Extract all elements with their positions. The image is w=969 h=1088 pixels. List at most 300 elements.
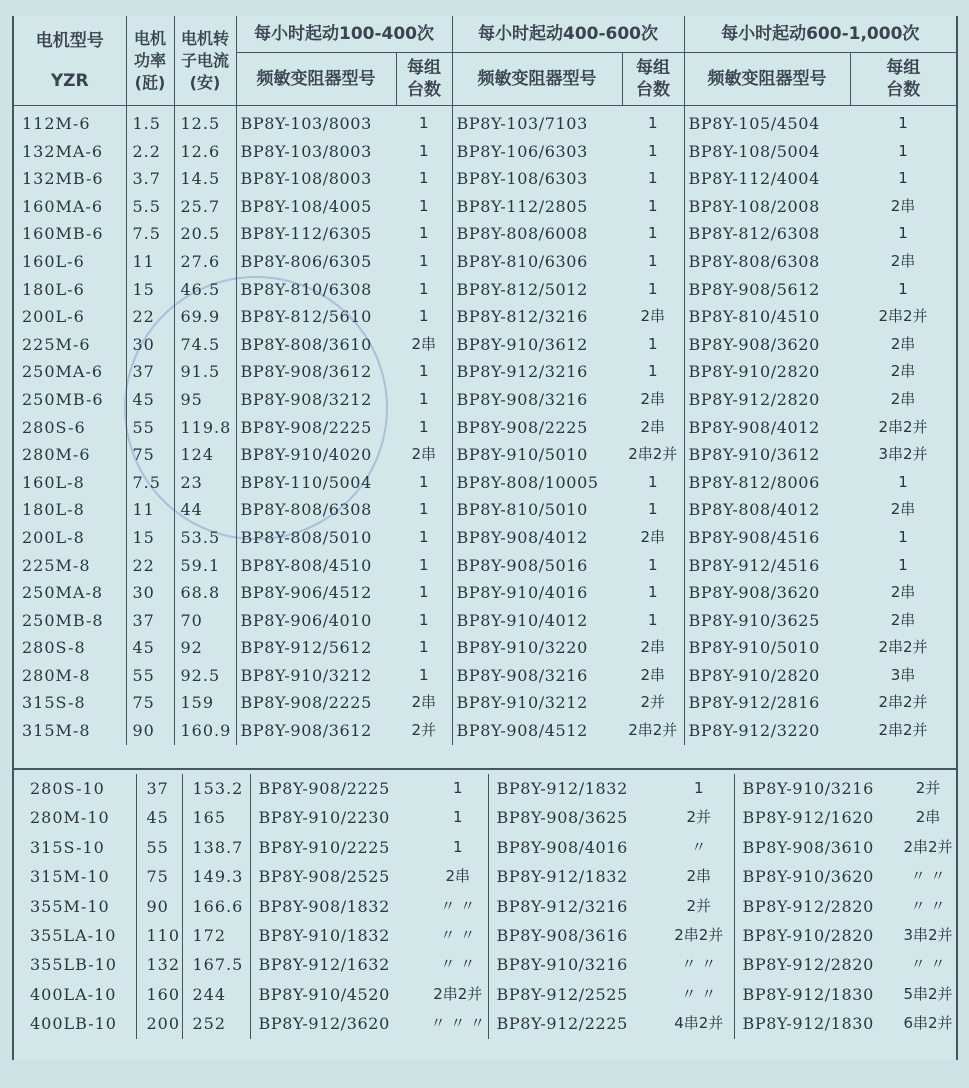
motor-power: 1.5 <box>126 106 174 138</box>
table-row <box>14 138 956 166</box>
table-row <box>14 496 956 524</box>
rotor-current: 167.5 <box>182 950 250 979</box>
unit-count-100-400: 〃 〃 〃 <box>428 1009 488 1038</box>
unit-count-400-600: 2串 <box>622 524 684 552</box>
unit-count-100-400: 〃 〃 <box>428 950 488 979</box>
motor-power: 75 <box>136 862 182 891</box>
motor-model: 280S-8 <box>14 634 126 662</box>
unit-count-600-1000: 2串 <box>890 196 916 215</box>
rotor-current: 68.8 <box>174 579 236 607</box>
resistor-type-100-400: BP8Y-808/3610 <box>240 334 372 354</box>
motor-resistor-table-top <box>14 16 956 745</box>
rotor-current: 14.5 <box>174 165 236 193</box>
resistor-type-100-400: BP8Y-910/2230 <box>258 808 390 828</box>
resistor-type-400-600: BP8Y-908/3625 <box>496 808 628 828</box>
unit-count-600-1000: 2串 <box>890 362 916 381</box>
motor-model: 112M-6 <box>14 106 126 138</box>
motor-model: 280M-6 <box>14 441 126 469</box>
unit-count-600-1000: 6串2并 <box>903 1014 953 1033</box>
motor-model: 160MA-6 <box>14 193 126 221</box>
table-body-top <box>14 106 956 745</box>
motor-model: 315M-10 <box>14 862 136 891</box>
motor-model: 315S-8 <box>14 689 126 717</box>
table-row <box>14 833 956 862</box>
motor-model: 280S-6 <box>14 414 126 442</box>
unit-count-600-1000: 5串2并 <box>903 984 953 1003</box>
motor-model: 160MB-6 <box>14 220 126 248</box>
rotor-current: 12.5 <box>174 106 236 138</box>
unit-count-400-600: 〃 〃 <box>664 980 734 1009</box>
unit-count-100-400: 1 <box>396 248 452 276</box>
header-count-1: 每组 台数 <box>396 53 452 106</box>
unit-count-600-1000: 1 <box>898 114 908 132</box>
resistor-type-400-600: BP8Y-910/3216 <box>496 955 628 975</box>
motor-model: 400LB-10 <box>14 1009 136 1038</box>
unit-count-400-600: 2串 <box>622 414 684 442</box>
motor-power: 11 <box>126 496 174 524</box>
rotor-current: 244 <box>182 980 250 1009</box>
resistor-type-100-400: BP8Y-108/4005 <box>240 196 372 216</box>
resistor-type-600-1000: BP8Y-908/4012 <box>688 417 820 437</box>
resistor-type-400-600: BP8Y-908/4512 <box>456 721 588 741</box>
resistor-type-100-400: BP8Y-912/1632 <box>258 955 390 975</box>
header-type-3: 频敏变阻器型号 <box>684 53 850 106</box>
rotor-current: 95 <box>174 386 236 414</box>
resistor-type-600-1000: BP8Y-912/1830 <box>742 984 874 1004</box>
unit-count-400-600: 2并 <box>664 803 734 832</box>
unit-count-100-400: 2串 <box>428 862 488 891</box>
unit-count-400-600: 2串2并 <box>622 441 684 469</box>
resistor-type-100-400: BP8Y-910/1832 <box>258 926 390 946</box>
rotor-current: 124 <box>174 441 236 469</box>
motor-model: 355LA-10 <box>14 921 136 950</box>
unit-count-100-400: 1 <box>428 774 488 803</box>
table-row <box>14 662 956 690</box>
unit-count-100-400: 2串 <box>396 689 452 717</box>
unit-count-600-1000: 3串 <box>890 665 916 684</box>
header-power: 电机 功率 (瓩) <box>126 16 174 106</box>
unit-count-600-1000: 1 <box>898 472 908 491</box>
unit-count-100-400: 1 <box>396 138 452 166</box>
motor-power: 37 <box>136 774 182 803</box>
resistor-type-400-600: BP8Y-103/7103 <box>456 114 588 133</box>
motor-model: 132MA-6 <box>14 138 126 166</box>
unit-count-100-400: 1 <box>428 803 488 832</box>
motor-power: 37 <box>126 607 174 635</box>
resistor-type-600-1000: BP8Y-810/4510 <box>688 307 820 327</box>
resistor-type-600-1000: BP8Y-908/4516 <box>688 527 820 547</box>
resistor-type-100-400: BP8Y-908/2225 <box>240 693 372 713</box>
resistor-type-100-400: BP8Y-806/6305 <box>240 251 372 271</box>
resistor-type-600-1000: BP8Y-910/2820 <box>742 926 874 946</box>
motor-power: 22 <box>126 552 174 580</box>
motor-power: 11 <box>126 248 174 276</box>
unit-count-400-600: 1 <box>622 358 684 386</box>
motor-power: 55 <box>136 833 182 862</box>
motor-power: 30 <box>126 331 174 359</box>
unit-count-600-1000: 2串 <box>890 500 916 519</box>
motor-resistor-table-bottom <box>14 774 957 1039</box>
resistor-type-600-1000: BP8Y-910/3620 <box>742 867 874 887</box>
resistor-type-100-400: BP8Y-912/3620 <box>258 1014 390 1034</box>
unit-count-400-600: 2串 <box>622 303 684 331</box>
header-group-400-600: 每小时起动400-600次 <box>452 16 684 53</box>
resistor-type-400-600: BP8Y-106/6303 <box>456 141 588 161</box>
resistor-type-400-600: BP8Y-908/3216 <box>456 389 588 409</box>
table-row <box>14 921 956 950</box>
resistor-type-400-600: BP8Y-810/6306 <box>456 251 588 271</box>
unit-count-400-600: 1 <box>622 496 684 524</box>
resistor-type-400-600: BP8Y-810/5010 <box>456 500 588 520</box>
unit-count-100-400: 2并 <box>396 717 452 745</box>
motor-power: 90 <box>126 717 174 745</box>
unit-count-600-1000: 2串 <box>890 583 916 602</box>
unit-count-400-600: 2并 <box>622 689 684 717</box>
unit-count-400-600: 1 <box>622 331 684 359</box>
motor-model: 132MB-6 <box>14 165 126 193</box>
rotor-current: 153.2 <box>182 774 250 803</box>
resistor-type-600-1000: BP8Y-910/3625 <box>688 610 820 630</box>
table-row <box>14 862 956 891</box>
unit-count-600-1000: 1 <box>898 527 908 546</box>
table-row <box>14 774 956 803</box>
motor-power: 55 <box>126 414 174 442</box>
table-row <box>14 892 956 921</box>
unit-count-400-600: 〃 〃 <box>664 950 734 979</box>
unit-count-100-400: 1 <box>396 165 452 193</box>
unit-count-400-600: 2串 <box>622 662 684 690</box>
unit-count-600-1000: 2串2并 <box>878 638 928 657</box>
unit-count-600-1000: 2串 <box>890 389 916 408</box>
table-row <box>14 803 956 832</box>
unit-count-400-600: 2串 <box>664 862 734 891</box>
resistor-type-400-600: BP8Y-108/6303 <box>456 169 588 189</box>
motor-power: 7.5 <box>126 220 174 248</box>
table-row <box>14 303 956 331</box>
header-count-3: 每组 台数 <box>850 53 956 106</box>
motor-power: 55 <box>126 662 174 690</box>
motor-power: 30 <box>126 579 174 607</box>
motor-model: 180L-8 <box>14 496 126 524</box>
unit-count-400-600: 1 <box>622 220 684 248</box>
resistor-type-100-400: BP8Y-808/5010 <box>240 527 372 547</box>
motor-model: 160L-8 <box>14 469 126 497</box>
resistor-type-400-600: BP8Y-908/4016 <box>496 837 628 857</box>
resistor-type-400-600: BP8Y-908/4012 <box>456 527 588 547</box>
motor-model: 250MA-8 <box>14 579 126 607</box>
rotor-current: 166.6 <box>182 892 250 921</box>
motor-model: 280M-8 <box>14 662 126 690</box>
unit-count-100-400: 1 <box>396 106 452 138</box>
rotor-current: 165 <box>182 803 250 832</box>
resistor-type-600-1000: BP8Y-912/4516 <box>688 555 820 575</box>
table-row <box>14 717 956 745</box>
resistor-type-100-400: BP8Y-808/4510 <box>240 555 372 575</box>
rotor-current: 92.5 <box>174 662 236 690</box>
resistor-type-400-600: BP8Y-808/6008 <box>456 224 588 244</box>
unit-count-400-600: 1 <box>622 165 684 193</box>
motor-power: 7.5 <box>126 469 174 497</box>
resistor-type-600-1000: BP8Y-105/4504 <box>688 114 820 133</box>
motor-model: 225M-6 <box>14 331 126 359</box>
rotor-current: 59.1 <box>174 552 236 580</box>
resistor-type-100-400: BP8Y-910/2225 <box>258 837 390 857</box>
unit-count-600-1000: 〃 〃 <box>910 955 946 974</box>
unit-count-400-600: 1 <box>622 248 684 276</box>
unit-count-100-400: 1 <box>396 414 452 442</box>
resistor-type-600-1000: BP8Y-908/3610 <box>742 837 874 857</box>
table-body-bottom <box>14 774 956 1039</box>
motor-power: 110 <box>136 921 182 950</box>
table-row <box>14 193 956 221</box>
unit-count-400-600: 1 <box>622 106 684 138</box>
resistor-type-600-1000: BP8Y-912/1620 <box>742 808 874 828</box>
motor-power: 3.7 <box>126 165 174 193</box>
table-row <box>14 950 956 979</box>
resistor-type-600-1000: BP8Y-910/5010 <box>688 638 820 658</box>
resistor-type-400-600: BP8Y-910/5010 <box>456 445 588 465</box>
resistor-type-600-1000: BP8Y-912/3220 <box>688 721 820 741</box>
resistor-type-400-600: BP8Y-908/5016 <box>456 555 588 575</box>
motor-model: 280M-10 <box>14 803 136 832</box>
motor-power: 5.5 <box>126 193 174 221</box>
rotor-current: 172 <box>182 921 250 950</box>
rotor-current: 149.3 <box>182 862 250 891</box>
resistor-type-100-400: BP8Y-908/3212 <box>240 389 372 409</box>
unit-count-600-1000: 2串2并 <box>878 721 928 740</box>
rotor-current: 46.5 <box>174 276 236 304</box>
table-row <box>14 524 956 552</box>
table-row <box>14 106 956 138</box>
unit-count-600-1000: 2串 <box>890 334 916 353</box>
rotor-current: 44 <box>174 496 236 524</box>
unit-count-600-1000: 2串 <box>890 610 916 629</box>
unit-count-600-1000: 2串2并 <box>878 693 928 712</box>
unit-count-400-600: 2串 <box>622 634 684 662</box>
rotor-current: 53.5 <box>174 524 236 552</box>
table-row <box>14 634 956 662</box>
resistor-type-100-400: BP8Y-910/4520 <box>258 984 390 1004</box>
unit-count-600-1000: 2并 <box>915 779 941 797</box>
unit-count-100-400: 〃 〃 <box>428 892 488 921</box>
rotor-current: 92 <box>174 634 236 662</box>
unit-count-100-400: 1 <box>396 607 452 635</box>
resistor-type-100-400: BP8Y-810/6308 <box>240 279 372 299</box>
motor-power: 37 <box>126 358 174 386</box>
rotor-current: 119.8 <box>174 414 236 442</box>
rotor-current: 74.5 <box>174 331 236 359</box>
motor-power: 45 <box>126 386 174 414</box>
table-row <box>14 331 956 359</box>
resistor-type-100-400: BP8Y-812/5610 <box>240 307 372 327</box>
resistor-type-600-1000: BP8Y-812/8006 <box>688 472 820 492</box>
motor-power: 75 <box>126 441 174 469</box>
motor-model: 250MB-8 <box>14 607 126 635</box>
resistor-type-100-400: BP8Y-908/2525 <box>258 867 390 887</box>
rotor-current: 159 <box>174 689 236 717</box>
rotor-current: 91.5 <box>174 358 236 386</box>
unit-count-600-1000: 1 <box>898 169 908 188</box>
resistor-type-600-1000: BP8Y-812/6308 <box>688 224 820 244</box>
resistor-type-100-400: BP8Y-908/3612 <box>240 362 372 382</box>
resistor-type-100-400: BP8Y-908/1832 <box>258 896 390 916</box>
unit-count-600-1000: 2串 <box>890 251 916 270</box>
header-type-1: 频敏变阻器型号 <box>236 53 396 106</box>
resistor-type-400-600: BP8Y-908/3616 <box>496 926 628 946</box>
motor-power: 200 <box>136 1009 182 1038</box>
resistor-type-400-600: BP8Y-912/2225 <box>496 1014 628 1034</box>
resistor-type-100-400: BP8Y-908/2225 <box>258 779 390 798</box>
resistor-type-400-600: BP8Y-908/3216 <box>456 665 588 685</box>
unit-count-100-400: 1 <box>396 496 452 524</box>
unit-count-400-600: 1 <box>622 138 684 166</box>
resistor-type-600-1000: BP8Y-808/4012 <box>688 500 820 520</box>
unit-count-100-400: 1 <box>396 552 452 580</box>
resistor-type-600-1000: BP8Y-908/5612 <box>688 279 820 299</box>
resistor-type-600-1000: BP8Y-912/1830 <box>742 1014 874 1034</box>
rotor-current: 12.6 <box>174 138 236 166</box>
table-row <box>14 414 956 442</box>
motor-power: 22 <box>126 303 174 331</box>
resistor-type-100-400: BP8Y-908/2225 <box>240 417 372 437</box>
motor-power: 160 <box>136 980 182 1009</box>
unit-count-400-600: 1 <box>622 607 684 635</box>
unit-count-400-600: 1 <box>622 469 684 497</box>
resistor-type-400-600: BP8Y-808/10005 <box>456 472 599 492</box>
motor-model: 160L-6 <box>14 248 126 276</box>
resistor-type-100-400: BP8Y-912/5612 <box>240 638 372 658</box>
resistor-type-400-600: BP8Y-912/2525 <box>496 984 628 1004</box>
motor-power: 15 <box>126 524 174 552</box>
resistor-type-400-600: BP8Y-910/3612 <box>456 334 588 354</box>
unit-count-600-1000: 2串2并 <box>878 417 928 436</box>
header-group-100-400: 每小时起动100-400次 <box>236 16 452 53</box>
table-row <box>14 276 956 304</box>
unit-count-600-1000: 2串 <box>915 808 941 827</box>
header-type-2: 频敏变阻器型号 <box>452 53 622 106</box>
header-model: 电机型号 YZR <box>14 16 126 106</box>
resistor-type-400-600: BP8Y-912/1832 <box>496 867 628 887</box>
motor-model: 200L-6 <box>14 303 126 331</box>
rotor-current: 252 <box>182 1009 250 1038</box>
unit-count-100-400: 1 <box>396 662 452 690</box>
table-row <box>14 552 956 580</box>
unit-count-400-600: 2并 <box>664 892 734 921</box>
motor-model: 315S-10 <box>14 833 136 862</box>
rotor-current: 160.9 <box>174 717 236 745</box>
rotor-current: 20.5 <box>174 220 236 248</box>
resistor-type-100-400: BP8Y-808/6308 <box>240 500 372 520</box>
motor-model: 250MA-6 <box>14 358 126 386</box>
header-group-600-1000: 每小时起动600-1,000次 <box>684 16 956 53</box>
motor-power: 45 <box>126 634 174 662</box>
motor-model: 315M-8 <box>14 717 126 745</box>
unit-count-600-1000: 〃 〃 <box>910 867 946 886</box>
resistor-type-100-400: BP8Y-108/8003 <box>240 169 372 189</box>
resistor-type-600-1000: BP8Y-108/5004 <box>688 141 820 161</box>
resistor-type-400-600: BP8Y-908/2225 <box>456 417 588 437</box>
resistor-type-600-1000: BP8Y-912/2820 <box>742 955 874 975</box>
unit-count-600-1000: 2串2并 <box>878 307 928 326</box>
rotor-current: 27.6 <box>174 248 236 276</box>
resistor-type-100-400: BP8Y-112/6305 <box>240 224 372 244</box>
unit-count-400-600: 1 <box>622 579 684 607</box>
unit-count-400-600: 2串 <box>622 386 684 414</box>
table-header <box>14 16 956 106</box>
table-row <box>14 980 956 1009</box>
table-row <box>14 689 956 717</box>
resistor-type-100-400: BP8Y-906/4010 <box>240 610 372 630</box>
table-row <box>14 248 956 276</box>
section-divider <box>14 768 956 770</box>
motor-power: 2.2 <box>126 138 174 166</box>
motor-power: 75 <box>126 689 174 717</box>
unit-count-400-600: 1 <box>622 276 684 304</box>
resistor-type-100-400: BP8Y-110/5004 <box>240 472 372 492</box>
motor-model: 280S-10 <box>14 774 136 803</box>
table-row <box>14 165 956 193</box>
unit-count-600-1000: 1 <box>898 224 908 243</box>
motor-power: 15 <box>126 276 174 304</box>
resistor-type-600-1000: BP8Y-908/3620 <box>688 583 820 603</box>
resistor-type-600-1000: BP8Y-908/3620 <box>688 334 820 354</box>
resistor-type-400-600: BP8Y-910/3212 <box>456 693 588 713</box>
resistor-type-100-400: BP8Y-103/8003 <box>240 141 372 161</box>
rotor-current: 25.7 <box>174 193 236 221</box>
motor-model: 355LB-10 <box>14 950 136 979</box>
resistor-type-600-1000: BP8Y-112/4004 <box>688 169 820 189</box>
rotor-current: 69.9 <box>174 303 236 331</box>
unit-count-100-400: 1 <box>396 276 452 304</box>
resistor-type-100-400: BP8Y-910/3212 <box>240 665 372 685</box>
unit-count-400-600: 2串2并 <box>622 717 684 745</box>
unit-count-100-400: 1 <box>428 833 488 862</box>
resistor-type-600-1000: BP8Y-910/2820 <box>688 362 820 382</box>
unit-count-100-400: 2串2并 <box>428 980 488 1009</box>
resistor-type-600-1000: BP8Y-910/2820 <box>688 665 820 685</box>
unit-count-100-400: 1 <box>396 579 452 607</box>
unit-count-400-600: 2串2并 <box>664 921 734 950</box>
resistor-type-100-400: BP8Y-906/4512 <box>240 583 372 603</box>
unit-count-100-400: 1 <box>396 469 452 497</box>
table-row <box>14 220 956 248</box>
resistor-type-600-1000: BP8Y-910/3216 <box>742 779 874 798</box>
resistor-type-400-600: BP8Y-910/3220 <box>456 638 588 658</box>
unit-count-600-1000: 1 <box>898 279 908 298</box>
unit-count-400-600: 1 <box>622 552 684 580</box>
unit-count-600-1000: 3串2并 <box>878 445 928 464</box>
table-row <box>14 1009 956 1038</box>
unit-count-100-400: 〃 〃 <box>428 921 488 950</box>
unit-count-600-1000: 1 <box>898 141 908 160</box>
unit-count-400-600: 4串2并 <box>664 1009 734 1038</box>
table-row <box>14 386 956 414</box>
unit-count-600-1000: 2串2并 <box>903 837 953 856</box>
rotor-current: 23 <box>174 469 236 497</box>
unit-count-100-400: 2串 <box>396 441 452 469</box>
resistor-type-400-600: BP8Y-912/3216 <box>456 362 588 382</box>
motor-power: 90 <box>136 892 182 921</box>
resistor-type-600-1000: BP8Y-912/2820 <box>688 389 820 409</box>
unit-count-600-1000: 〃 〃 <box>910 896 946 915</box>
header-count-2: 每组 台数 <box>622 53 684 106</box>
motor-model: 250MB-6 <box>14 386 126 414</box>
unit-count-400-600: 〃 <box>664 833 734 862</box>
resistor-type-400-600: BP8Y-812/3216 <box>456 307 588 327</box>
table-row <box>14 607 956 635</box>
unit-count-100-400: 1 <box>396 193 452 221</box>
motor-model: 225M-8 <box>14 552 126 580</box>
